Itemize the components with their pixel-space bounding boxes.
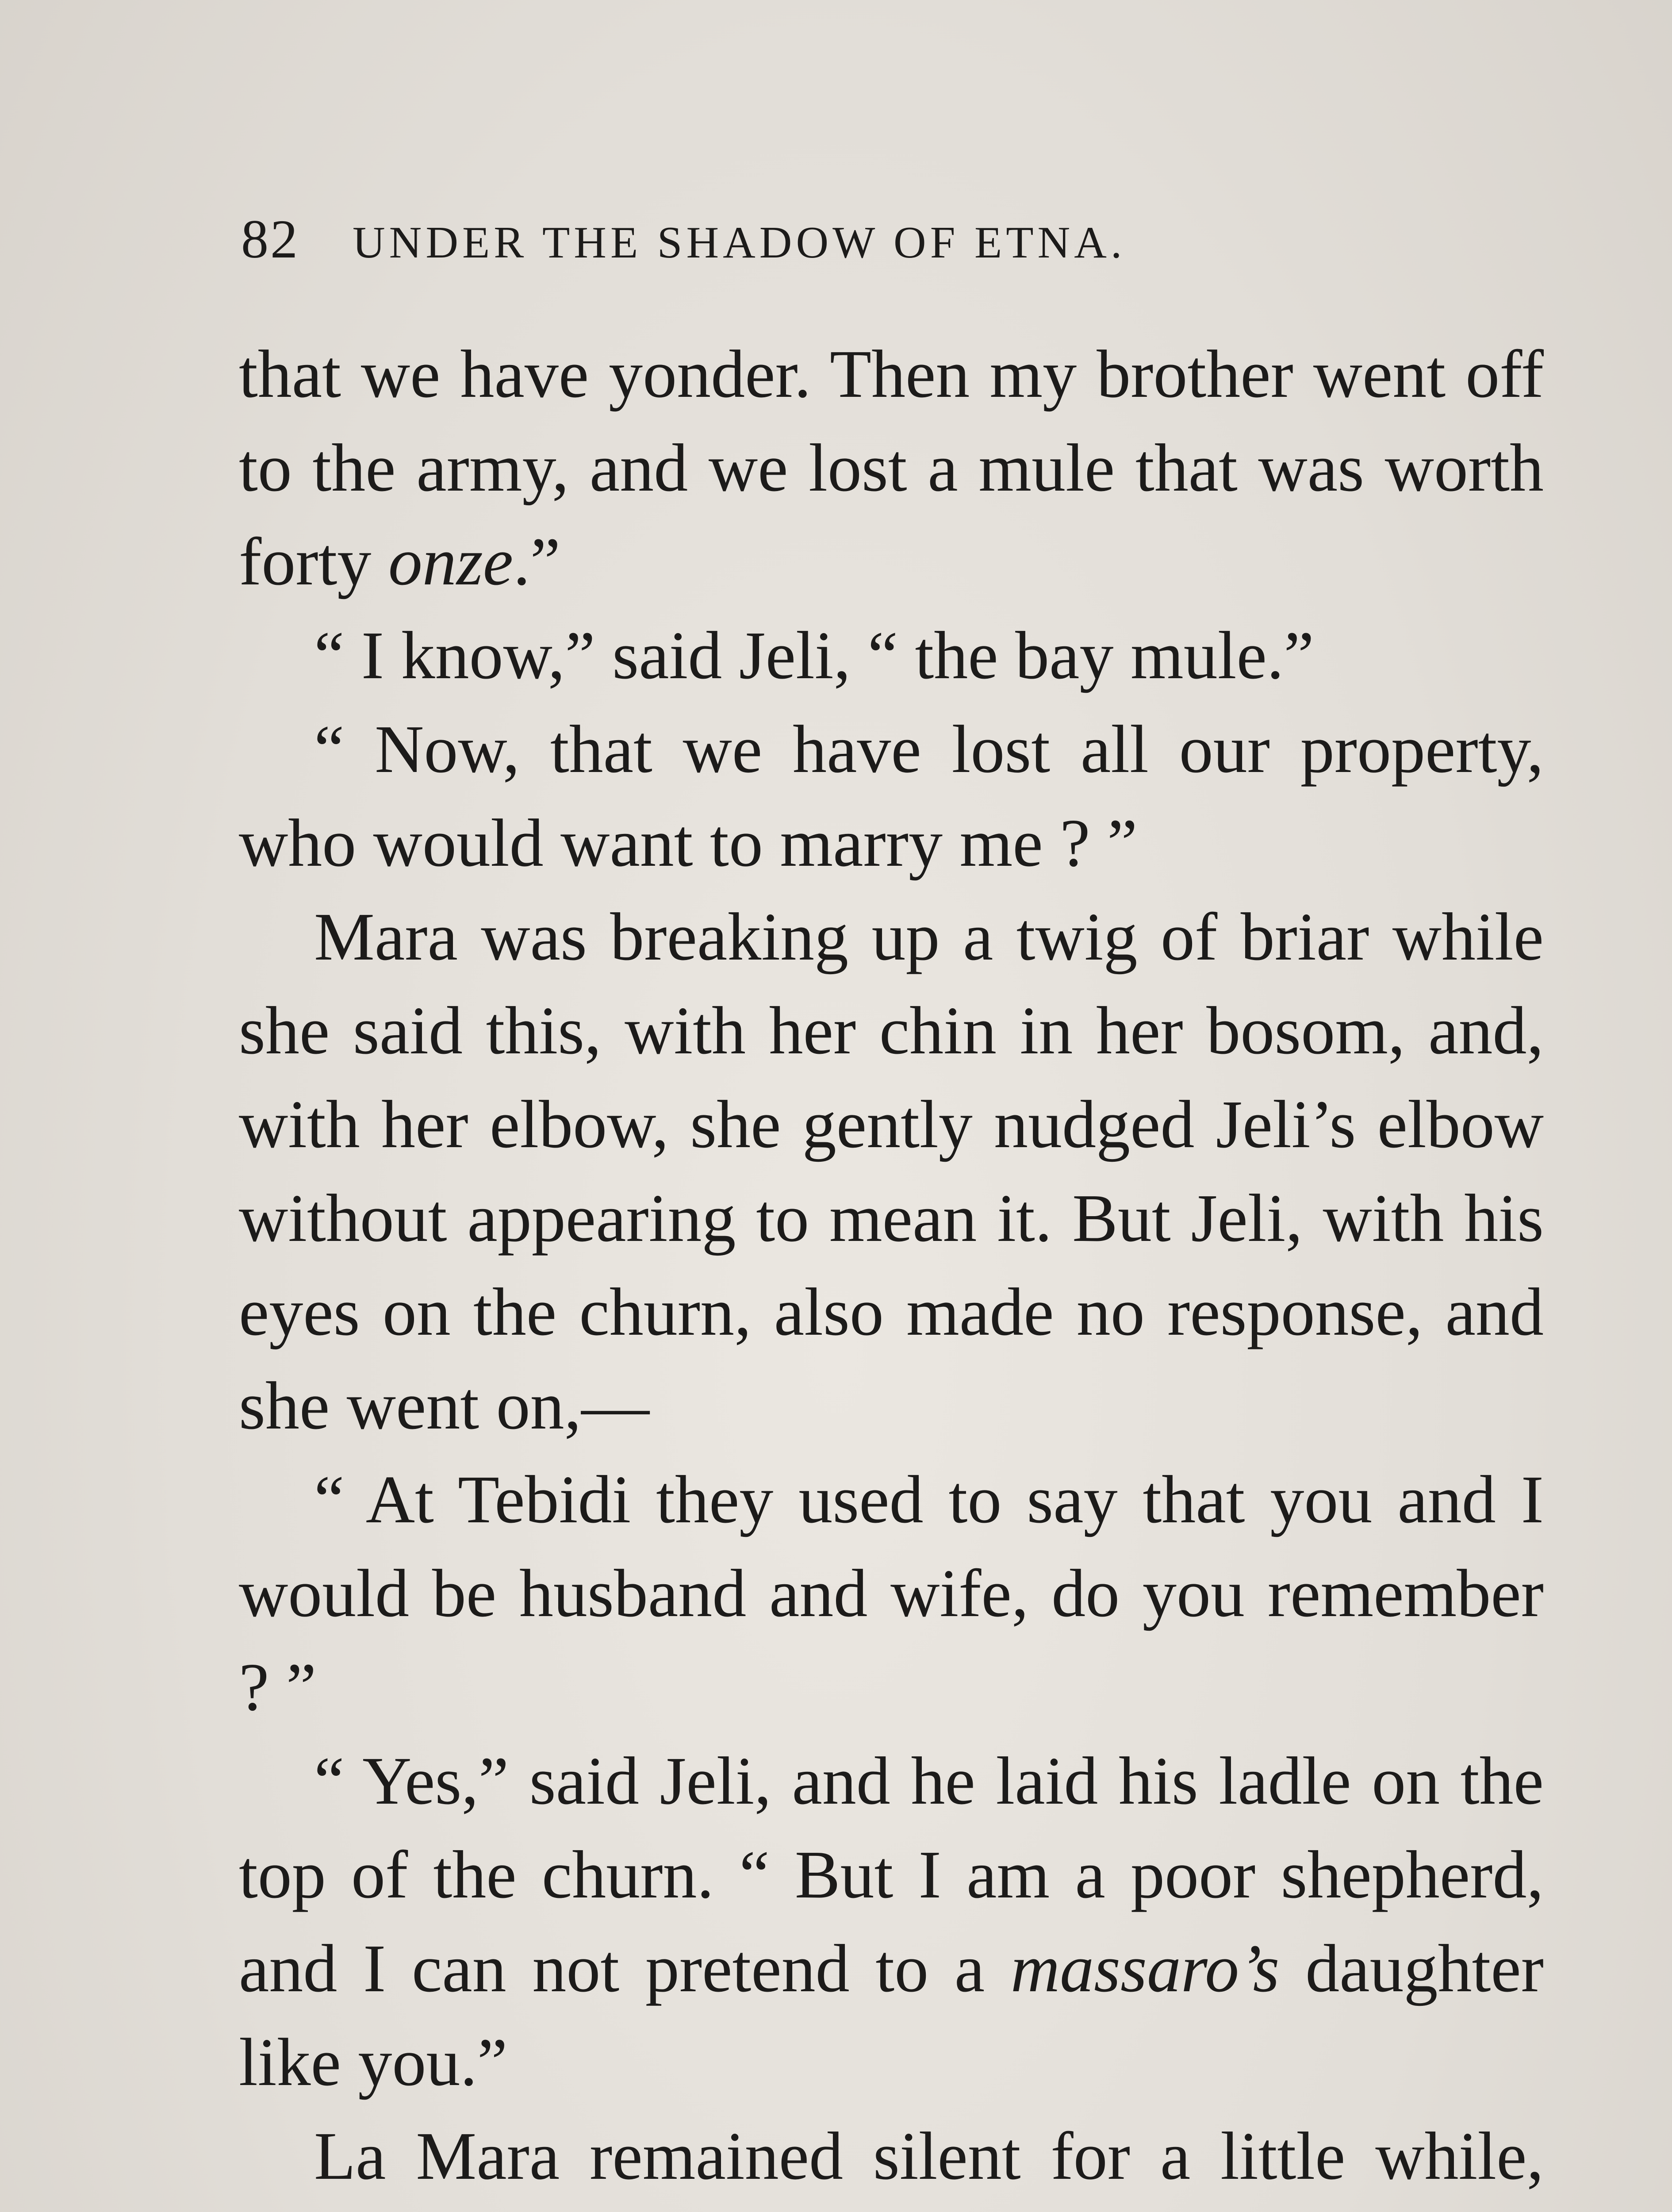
paragraph: “ At Tebidi they used to say that you and I would be husband and wife, do you remember ? ” [239, 1462, 1544, 1725]
paragraph: Mara was breaking up a twig of briar while she said this, with her chin in her bosom, and, with her elbow, she gently nudged Jeli’s elbow without appearing to mean it. But Jeli, with his eyes on the churn, also made no response, and she went on,— [239, 899, 1544, 1444]
paragraph: La Mara remained silent for a little while, [314, 2119, 1544, 2194]
italic-word: onze [388, 524, 514, 599]
page-header [241, 208, 1546, 283]
paragraph: that we have yonder. Then my brother went off to the army, and we lost a mule that was worth forty onze.” [239, 337, 1544, 599]
page-number: 82 [241, 209, 299, 269]
paragraph: “ Yes,” said Jeli, and he laid his ladle on the top of the churn. “ But I am a poor shepherd, and I can not pretend to a massaro’s daughter like you.” [239, 1743, 1544, 2100]
body-text [239, 327, 1544, 2212]
running-head: UNDER THE SHADOW OF ETNA. [353, 218, 1126, 268]
paragraph: “ I know,” said Jeli, “ the bay mule.” [314, 618, 1314, 693]
italic-word: massaro’s [1010, 1931, 1280, 2006]
paragraph: “ Now, that we have lost all our property, who would want to marry me ? ” [239, 712, 1544, 881]
